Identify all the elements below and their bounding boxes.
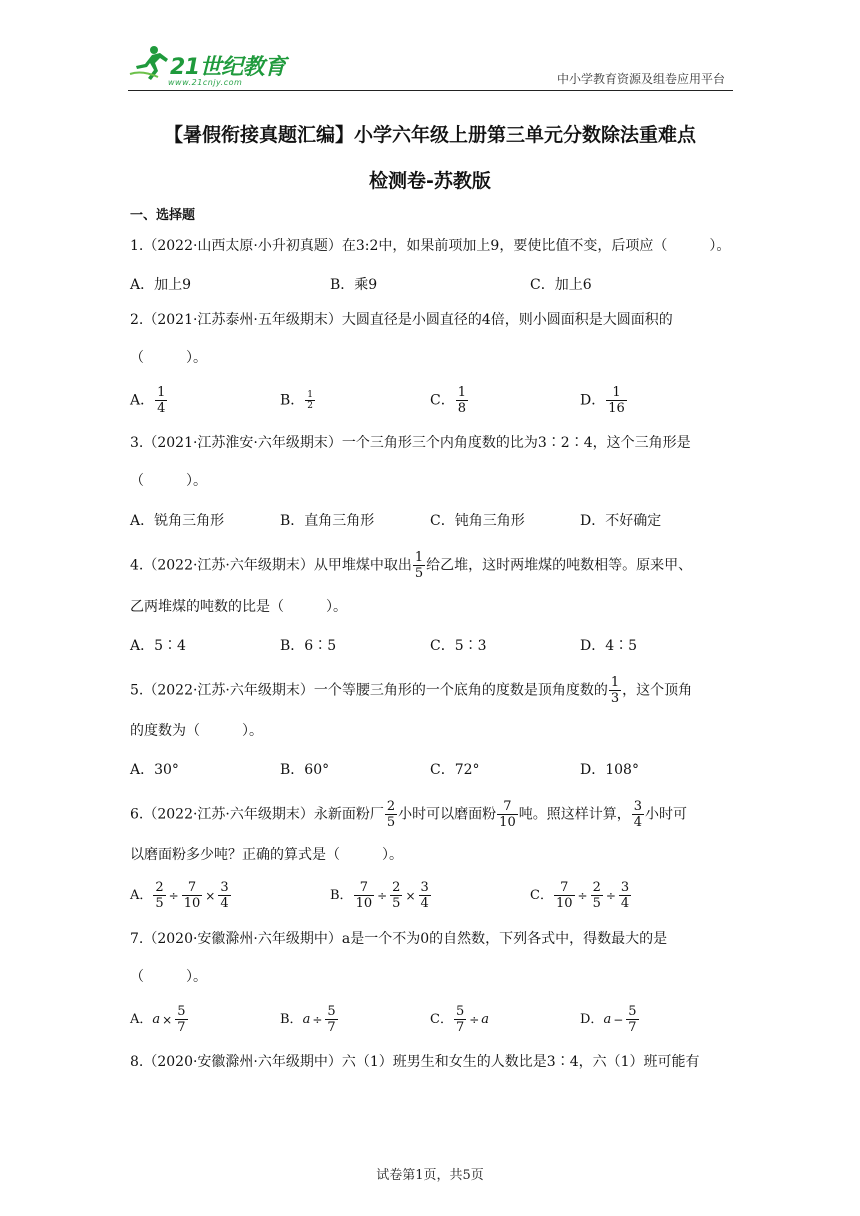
numerator: 3 — [620, 880, 630, 895]
fraction — [591, 880, 603, 911]
fraction — [325, 1004, 337, 1035]
operator: ÷ — [168, 888, 179, 903]
denominator: 4 — [157, 401, 166, 416]
operator: × — [405, 888, 416, 903]
numerator: 7 — [182, 880, 203, 896]
denominator: 7 — [628, 1020, 637, 1035]
q1-option-c: C．加上6 — [530, 277, 592, 293]
denominator: 4 — [220, 896, 229, 911]
expression — [130, 1004, 189, 1035]
section-heading: 一、选择题 — [130, 208, 196, 223]
fraction — [153, 880, 165, 911]
option-label: B． — [280, 1011, 303, 1027]
q2-option-b — [280, 390, 316, 411]
numerator: 1 — [157, 385, 166, 400]
question-4-line1 — [130, 550, 692, 581]
question-7-line1: 7.（2020·安徽滁州·六年级期中）a是一个不为0的自然数，下列各式中，得数最大的是 — [130, 931, 668, 947]
fraction — [218, 880, 230, 911]
page-header — [128, 40, 733, 91]
question-text: ，这个顶角 — [622, 682, 693, 699]
numerator: 5 — [455, 1004, 465, 1019]
expression — [430, 1004, 489, 1035]
q6-option-c — [530, 880, 632, 911]
fraction — [413, 550, 425, 581]
fraction — [626, 1004, 638, 1035]
fraction — [606, 385, 627, 416]
variable: a — [481, 1011, 490, 1027]
option-label: A． — [130, 1011, 153, 1027]
q5-option-c: C．72° — [430, 762, 480, 778]
expression — [130, 880, 232, 911]
numerator: 5 — [177, 1004, 186, 1019]
question-7-line2: （ ）。 — [130, 969, 207, 985]
page-title-line1: 【暑假衔接真题汇编】小学六年级上册第三单元分数除法重难点 — [163, 124, 696, 146]
expression — [530, 880, 632, 911]
q1-option-a: A．加上9 — [130, 277, 192, 293]
option-label: B． — [280, 392, 305, 409]
logo — [128, 44, 288, 88]
denominator: 5 — [155, 896, 164, 911]
option-label: A． — [130, 392, 155, 409]
question-2-line2: （ ）。 — [130, 350, 207, 366]
expression — [580, 1004, 640, 1035]
denominator: 7 — [455, 1020, 465, 1035]
question-text: 吨。照这样计算， — [518, 806, 631, 823]
denominator: 5 — [592, 896, 601, 911]
runner-logo-icon — [128, 44, 172, 84]
numerator: 1 — [606, 385, 627, 401]
operator: × — [205, 888, 216, 903]
variable: a — [302, 1011, 311, 1027]
question-5-line1 — [130, 675, 692, 706]
question-text: 4.（2022·江苏·六年级期末）从甲堆煤中取出 — [130, 557, 412, 574]
question-text: 小时可 — [645, 806, 687, 823]
denominator: 3 — [610, 691, 620, 706]
q3-option-d: D．不好确定 — [580, 513, 662, 529]
denominator: 7 — [177, 1020, 186, 1035]
fraction — [554, 880, 575, 911]
fraction — [155, 385, 167, 416]
operator: × — [162, 1012, 173, 1027]
option-label: D． — [580, 1011, 604, 1027]
q4-option-d: D．4∶5 — [580, 638, 638, 654]
denominator: 5 — [414, 566, 424, 581]
q4-option-a: A．5∶4 — [130, 638, 186, 654]
fraction — [632, 799, 644, 830]
q4-option-c: C．5∶3 — [430, 638, 487, 654]
variable: a — [152, 1011, 161, 1027]
q7-option-d — [580, 1004, 640, 1035]
option-label: A． — [130, 887, 153, 903]
denominator: 4 — [420, 896, 429, 911]
option-label: C． — [530, 887, 553, 903]
fraction — [182, 880, 203, 911]
denominator: 2 — [307, 401, 314, 411]
numerator: 2 — [592, 880, 601, 895]
expression — [330, 880, 432, 911]
q7-option-b — [280, 1004, 339, 1035]
denominator: 4 — [620, 896, 630, 911]
q2-option-a — [130, 385, 168, 416]
operator: ÷ — [605, 888, 616, 903]
denominator: 8 — [457, 401, 466, 416]
fraction — [354, 880, 375, 911]
page-footer: 试卷第1页，共5页 — [376, 1168, 484, 1183]
q3-option-a: A．锐角三角形 — [130, 513, 225, 529]
operator: ÷ — [577, 888, 588, 903]
option-label: D． — [580, 392, 606, 409]
question-text: 给乙堆，这时两堆煤的吨数相等。原来甲、 — [426, 557, 693, 574]
numerator: 2 — [386, 799, 396, 814]
denominator: 4 — [633, 815, 642, 830]
q7-option-c — [430, 1004, 489, 1035]
fraction — [385, 799, 397, 830]
numerator: 2 — [392, 880, 401, 895]
fraction — [390, 880, 402, 911]
q6-option-a — [130, 880, 232, 911]
question-1: 1.（2022·山西太原·小升初真题）在3:2中，如果前项加上9，要使比值不变，后项应（ ）。 — [130, 238, 731, 254]
denominator: 5 — [392, 896, 401, 911]
numerator: 5 — [327, 1004, 336, 1019]
question-text: 5.（2022·江苏·六年级期末）一个等腰三角形的一个底角的度数是顶角度数的 — [130, 682, 608, 699]
denominator: 16 — [608, 401, 625, 416]
q5-option-b: B．60° — [280, 762, 330, 778]
page-title-line2: 检测卷-苏教版 — [369, 170, 491, 192]
variable: a — [603, 1011, 612, 1027]
question-4-line2: 乙两堆煤的吨数的比是（ ）。 — [130, 599, 347, 615]
numerator: 5 — [628, 1004, 637, 1019]
question-5-line2: 的度数为（ ）。 — [130, 723, 263, 739]
operator: ÷ — [377, 888, 388, 903]
denominator: 10 — [555, 896, 573, 911]
numerator: 1 — [610, 675, 620, 690]
denominator: 10 — [355, 896, 373, 911]
q5-option-a: A．30° — [130, 762, 179, 778]
question-3-line2: （ ）。 — [130, 473, 207, 489]
denominator: 10 — [183, 896, 201, 911]
question-8-line1: 8.（2020·安徽滁州·六年级期中）六（1）班男生和女生的人数比是3∶4，六（1）班可能有 — [130, 1054, 700, 1070]
numerator: 1 — [414, 550, 424, 565]
fraction — [419, 880, 431, 911]
logo-text: 21世纪教育 — [170, 55, 286, 80]
q5-option-d: D．108° — [580, 762, 639, 778]
question-6-line1 — [130, 799, 687, 830]
option-label: B． — [330, 887, 353, 903]
numerator: 3 — [220, 880, 229, 895]
question-text: 6.（2022·江苏·六年级期末）永新面粉厂 — [130, 806, 384, 823]
fraction — [619, 880, 631, 911]
fraction — [456, 385, 468, 416]
numerator: 1 — [457, 385, 466, 400]
option-label: C． — [430, 1011, 453, 1027]
operator: − — [613, 1012, 624, 1027]
numerator: 3 — [420, 880, 429, 895]
option-label: C． — [430, 392, 455, 409]
q7-option-a — [130, 1004, 189, 1035]
numerator: 7 — [497, 799, 518, 815]
question-2-line1: 2.（2021·江苏泰州·五年级期末）大圆直径是小圆直径的4倍，则小圆面积是大圆面积的 — [130, 312, 673, 328]
q3-option-c: C．钝角三角形 — [430, 513, 525, 529]
denominator: 7 — [327, 1020, 336, 1035]
q2-option-d — [580, 385, 628, 416]
platform-name: 中小学教育资源及组卷应用平台 — [556, 72, 725, 86]
numerator: 1 — [307, 390, 314, 400]
fraction — [175, 1004, 187, 1035]
expression — [280, 1004, 339, 1035]
numerator: 3 — [633, 799, 642, 814]
question-3-line1: 3.（2021·江苏淮安·六年级期末）一个三角形三个内角度数的比为3∶2∶4，这个三角形是 — [130, 435, 691, 451]
operator: ÷ — [312, 1012, 323, 1027]
denominator: 10 — [499, 815, 516, 830]
logo-url: www.21cnjy.com — [168, 78, 243, 87]
question-text: 小时可以磨面粉 — [398, 806, 497, 823]
q6-option-b — [330, 880, 432, 911]
q2-option-c — [430, 385, 469, 416]
operator: ÷ — [469, 1012, 480, 1027]
fraction — [609, 675, 621, 706]
numerator: 7 — [554, 880, 575, 896]
q1-option-b: B．乘9 — [330, 277, 378, 293]
numerator: 7 — [354, 880, 375, 896]
q4-option-b: B．6∶5 — [280, 638, 337, 654]
fraction — [497, 799, 518, 830]
fraction — [305, 390, 315, 411]
question-6-line2: 以磨面粉多少吨？正确的算式是（ ）。 — [130, 847, 403, 863]
numerator: 2 — [155, 880, 164, 895]
fraction — [454, 1004, 466, 1035]
q3-option-b: B．直角三角形 — [280, 513, 375, 529]
denominator: 5 — [386, 815, 396, 830]
